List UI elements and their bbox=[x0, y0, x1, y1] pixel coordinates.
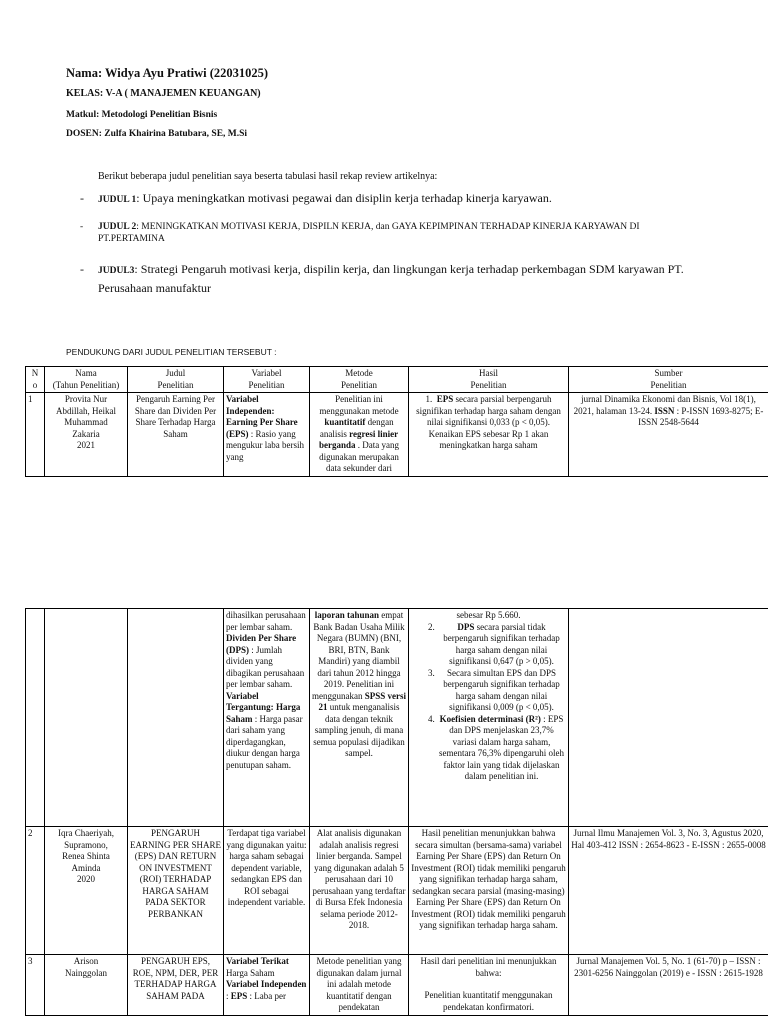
header-judul: Judul Penelitian bbox=[128, 367, 224, 393]
cell-variabel: Variabel Independen: Earning Per Share (EPS) : Rasio yang mengukur laba bersih yang bbox=[224, 393, 310, 477]
cell-metode: Alat analisis digunakan adalah analisis regresi linier berganda. Sampel yang digunakan adalah 5 perusahaan dari 10 perusahaan yang terdaftar di Bursa Efek Indonesia selama periode 2012-2018. bbox=[310, 827, 409, 955]
judul-text: Upaya meningkatkan motivasi pegawai dan disiplin kerja terhadap kinerja karyawan. bbox=[142, 191, 552, 205]
judul-sep: : bbox=[136, 222, 142, 232]
list-item: 4. Koefisien determinasi (R²) : EPS dan DPS menjelaskan 23,7% variasi dalam harga saham, sementara 76,3% dipengaruhi oleh faktor lain yang tidak dijelaskan dalam penelitian ini. bbox=[437, 714, 566, 783]
judul-2 bbox=[80, 221, 698, 245]
judul-label: JUDUL 2 bbox=[98, 222, 137, 232]
cell-no bbox=[26, 609, 45, 827]
table-row bbox=[26, 955, 768, 1016]
header-metode: Metode Penelitian bbox=[310, 367, 409, 393]
cell-nama: Provita Nur Abdillah, Heikal Muhammad Zakaria 2021 bbox=[45, 393, 128, 477]
cell-sumber bbox=[569, 609, 768, 827]
list-dash: - bbox=[80, 262, 84, 276]
cell-metode: laporan tahunan empat Bank Badan Usaha Milik Negara (BUMN) (BNI, BRI, BTN, Bank Mandiri) yang diambil dari tahun 2012 hingga 2019. Penelitian ini menggunakan SPSS versi 21 untuk menganalisis data dengan teknik sampling jenuh, di mana semua populasi dijadikan sampel. bbox=[310, 609, 409, 827]
header-variabel: Variabel Penelitian bbox=[224, 367, 310, 393]
cell-metode: Penelitian ini menggunakan metode kuantitatif dengan analisis regresi linier berganda . Data yang digunakan merupakan data sekunder dari bbox=[310, 393, 409, 477]
judul-label: JUDUL3 bbox=[98, 266, 135, 276]
cell-no: 3 bbox=[26, 955, 45, 1016]
judul-sep: : bbox=[136, 191, 143, 205]
cell-variabel: Terdapat tiga variabel yang digunakan yaitu: harga saham sebagai dependent variable, sedangkan EPS dan ROI sebagai independent variable. bbox=[224, 827, 310, 955]
list-item: 3. Secara simultan EPS dan DPS berpengaruh signifikan terhadap harga saham dengan nilai signifikansi 0,009 (p < 0,05). bbox=[437, 668, 566, 714]
review-table bbox=[25, 366, 768, 477]
table-header-row bbox=[26, 367, 768, 393]
list-dash: - bbox=[80, 222, 84, 232]
cell-hasil: Hasil penelitian menunjukkan bahwa secara simultan (bersama-sama) variabel Earning Per Share (EPS) dan Return On Investment (ROI) tidak memiliki pengaruh yang signifikan terhadap harga saham, sedangkan secara parsial (masing-masing) Earning Per Share (EPS) dan Return On Investment (ROI) tidak memiliki pengaruh yang signifikan terhadap harga saham. bbox=[409, 827, 569, 955]
intro-text: Berikut beberapa judul penelitian saya beserta tabulasi hasil rekap review artikelnya: bbox=[98, 171, 438, 182]
cell-no: 2 bbox=[26, 827, 45, 955]
cell-judul bbox=[128, 609, 224, 827]
cell-metode: Metode penelitian yang digunakan dalam jurnal ini adalah metode kuantitatif dengan pendekatan bbox=[310, 955, 409, 1016]
cell-variabel: Variabel Terikat Harga Saham Variabel Independen : EPS : Laba per bbox=[224, 955, 310, 1016]
student-name: Nama: Widya Ayu Pratiwi (22031025) bbox=[66, 66, 269, 80]
cell-hasil: 1. EPS secara parsial berpengaruh signifikan terhadap harga saham dengan nilai signifikansi 0,033 (p < 0,05). Kenaikan EPS sebesar Rp 1 akan meningkatkan harga saham bbox=[409, 393, 569, 477]
cell-hasil bbox=[409, 609, 569, 827]
judul-sep: : bbox=[134, 262, 141, 276]
judul-label: JUDUL 1 bbox=[98, 195, 137, 205]
course-label: Matkul: Metodologi Penelitian Bisnis bbox=[66, 110, 218, 120]
cell-judul: PENGARUH EPS, ROE, NPM, DER, PER TERHADAP HARGA SAHAM PADA bbox=[128, 955, 224, 1016]
header-nama: Nama (Tahun Penelitian) bbox=[45, 367, 128, 393]
header-hasil: Hasil Penelitian bbox=[409, 367, 569, 393]
hasil-list bbox=[411, 622, 566, 783]
cell-nama bbox=[45, 609, 128, 827]
cell-hasil: Hasil dari penelitian ini menunjukkan bahwa: Penelitian kuantitatif menggunakan pendekatan konfirmatori. bbox=[409, 955, 569, 1016]
section-heading: PENDUKUNG DARI JUDUL PENELITIAN TERSEBUT : bbox=[66, 347, 277, 357]
judul-1 bbox=[80, 190, 698, 209]
table-row bbox=[26, 609, 768, 827]
judul-text: MENINGKATKAN MOTIVASI KERJA, DISPILN KERJA, dan GAYA KEPIMPINAN TERHADAP KINERJA KARYAWAN DI PT.PERTAMINA bbox=[98, 222, 640, 244]
cell-nama: Iqra Chaeriyah, Supramono, Renea Shinta Aminda 2020 bbox=[45, 827, 128, 955]
cell-sumber: Jurnal Ilmu Manajemen Vol. 3, No. 3, Agustus 2020, Hal 403-412 ISSN : 2654-8623 - E-ISSN : 2655-0008 bbox=[569, 827, 768, 955]
class-label: KELAS: V-A ( MANAJEMEN KEUANGAN) bbox=[66, 88, 261, 99]
cell-judul: Pengaruh Earning Per Share dan Dividen Per Share Terhadap Harga Saham bbox=[128, 393, 224, 477]
list-item: 2. DPS secara parsial tidak berpengaruh signifikan terhadap harga saham dengan nilai signifikansi 0,647 (p > 0,05). bbox=[437, 622, 566, 668]
cell-sumber: Jurnal Manajemen Vol. 5, No. 1 (61-70) p – ISSN : 2301-6256 Nainggolan (2019) e - ISSN : 2615-1928 bbox=[569, 955, 768, 1016]
table-row bbox=[26, 827, 768, 955]
review-table-continued bbox=[25, 608, 768, 1016]
judul-3 bbox=[80, 261, 718, 297]
lecturer-label: DOSEN: Zulfa Khairina Batubara, SE, M.Si bbox=[66, 129, 248, 139]
header-no: N o bbox=[26, 367, 45, 393]
judul-text: Strategi Pengaruh motivasi kerja, dispilin kerja, dan lingkungan kerja terhadap perkembagan SDM karyawan PT. Perusahaan manufaktur bbox=[98, 262, 684, 295]
cell-variabel: dihasilkan perusahaan per lembar saham. Dividen Per Share (DPS) : Jumlah dividen yang dibagikan perusahaan per lembar saham. Variabel Tergantung: Harga Saham : Harga pasar dari saham yang diperdagangkan, diukur dengan harga penutupan saham. bbox=[224, 609, 310, 827]
cell-nama: Arison Nainggolan bbox=[45, 955, 128, 1016]
hasil-continued: sebesar Rp 5.660. bbox=[456, 610, 521, 620]
cell-judul: PENGARUH EARNING PER SHARE (EPS) DAN RETURN ON INVESTMENT (ROI) TERHADAP HARGA SAHAM PADA SEKTOR PERBANKAN bbox=[128, 827, 224, 955]
table-row bbox=[26, 393, 768, 477]
header-sumber: Sumber Penelitian bbox=[569, 367, 768, 393]
cell-no: 1 bbox=[26, 393, 45, 477]
cell-sumber: jurnal Dinamika Ekonomi dan Bisnis, Vol 18(1), 2021, halaman 13-24. ISSN : P-ISSN 1693-8275; E-ISSN 2548-5644 bbox=[569, 393, 768, 477]
list-dash: - bbox=[80, 191, 84, 205]
